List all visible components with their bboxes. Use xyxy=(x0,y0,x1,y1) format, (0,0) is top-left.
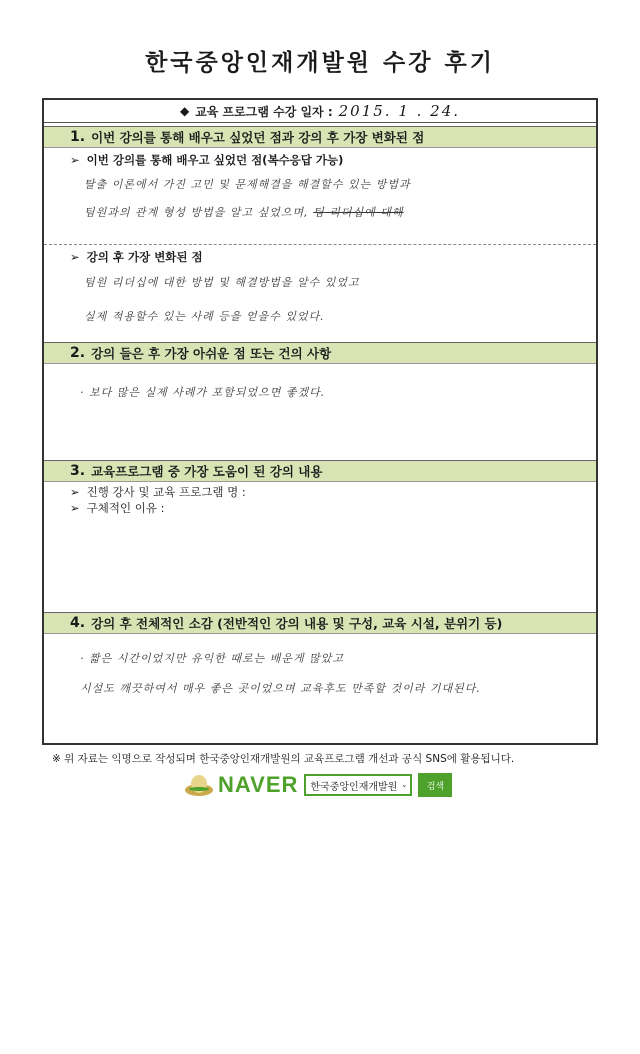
s1-change-line-1: 팀원 리더십에 대한 방법 및 해결방법을 알수 있었고 xyxy=(84,276,360,289)
s1-answer-line-2-text: 팀원과의 관계 형성 방법을 알고 싶었으며, xyxy=(84,206,309,219)
section-3-number: 3. xyxy=(70,463,86,479)
naver-logo xyxy=(184,772,298,798)
search-button[interactable]: 검색 xyxy=(418,773,452,797)
chevron-down-icon: ⌄ xyxy=(401,781,408,789)
section-3-header xyxy=(44,460,596,482)
date-value: 2015. 1 . 24. xyxy=(338,102,461,120)
section-1-number: 1. xyxy=(70,129,86,145)
date-row xyxy=(44,100,596,123)
page-title: 한국중앙인재개발원 수강 후기 xyxy=(145,50,495,76)
s3-sub2-label: 구체적인 이유 : xyxy=(86,501,165,515)
search-input[interactable] xyxy=(304,774,412,796)
s1-sub2 xyxy=(70,249,203,265)
arrow-icon: ➢ xyxy=(70,485,80,499)
search-query: 한국중앙인재개발원 xyxy=(310,781,398,793)
s3-sub1 xyxy=(70,484,246,500)
section-1-header xyxy=(44,126,596,148)
arrow-icon: ➢ xyxy=(70,501,80,515)
date-label: 교육 프로그램 수강 일자 : xyxy=(195,104,333,119)
section-2-header xyxy=(44,342,596,364)
s1-answer-strikethrough: 팀 리더십에 대해 xyxy=(313,206,404,219)
s1-sub2-label: 강의 후 가장 변화된 점 xyxy=(86,250,203,264)
s3-sub2 xyxy=(70,500,164,516)
section-4-title: 강의 후 전체적인 소감 (전반적인 강의 내용 및 구성, 교육 시설, 분위기 등) xyxy=(91,616,503,631)
review-form xyxy=(42,98,598,745)
date-bullet: ◆ xyxy=(179,104,190,118)
arrow-icon: ➢ xyxy=(70,153,80,167)
naver-wordmark: NAVER xyxy=(218,772,299,797)
s1-answer-line-2 xyxy=(84,204,404,220)
section-4-number: 4. xyxy=(70,615,86,631)
s2-answer-line-1: · 보다 많은 실제 사례가 포함되었으면 좋겠다. xyxy=(80,386,326,399)
section-1-title: 이번 강의를 통해 배우고 싶었던 점과 강의 후 가장 변화된 점 xyxy=(91,130,425,145)
section-2-title: 강의 들은 후 가장 아쉬운 점 또는 건의 사항 xyxy=(91,346,332,361)
s1-answer-line-1: 탈출 이론에서 가진 고민 및 문제해결을 해결할수 있는 방법과 xyxy=(84,178,411,191)
s3-sub1-label: 진행 강사 및 교육 프로그램 명 : xyxy=(86,485,246,499)
arrow-icon: ➢ xyxy=(70,250,80,264)
s1-sub1 xyxy=(70,152,343,168)
section-2-number: 2. xyxy=(70,345,86,361)
divider xyxy=(44,244,596,245)
s4-answer-line-1: · 짧은 시간이었지만 유익한 때로는 배운게 많았고 xyxy=(80,652,344,665)
s4-answer-line-2: 시설도 깨끗하여서 매우 좋은 곳이었으며 교육후도 만족할 것이라 기대된다. xyxy=(80,682,481,695)
section-3-title: 교육프로그램 중 가장 도움이 된 강의 내용 xyxy=(91,464,323,479)
naver-search-banner xyxy=(184,772,452,798)
section-4-header xyxy=(44,612,596,634)
naver-hat-icon xyxy=(184,772,214,798)
s1-change-line-2: 실제 적용할수 있는 사례 등을 얻을수 있었다. xyxy=(84,310,325,323)
footer-note: ※ 위 자료는 익명으로 작성되며 한국중앙인재개발원의 교육프로그램 개선과 공식 SNS에 활용됩니다. xyxy=(52,753,515,765)
s1-sub1-label: 이번 강의를 통해 배우고 싶었던 점(복수응답 가능) xyxy=(86,153,344,167)
